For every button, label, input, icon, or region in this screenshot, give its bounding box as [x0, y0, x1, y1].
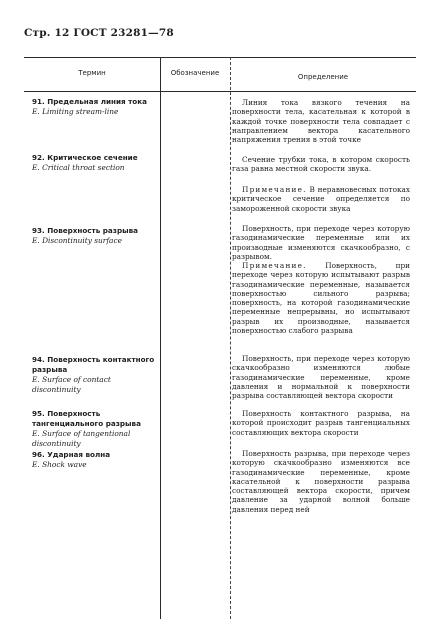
definition-92: Сечение трубки тока, в котором скорость газа равна местной скорости звука. [232, 155, 410, 174]
term-96 [32, 450, 157, 470]
term-en: E. Shock wave [32, 460, 87, 469]
term-en: E. Limiting stream-line [32, 107, 119, 116]
term-ru: 94. Поверхность контактного разрыва [32, 355, 155, 374]
note-text: В неравновесных потоках критическое сечение определяется по замороженной скорости звука [232, 185, 410, 213]
definition-91: Линия тока вязкого течения на поверхности тела, касательная к которой в каждой точке поверхности тела совпадает с направлением вектора касательного напряжения трения в этой точке [232, 98, 410, 145]
note-text: Поверхность, при переходе через которую испытывают разрыв газодинамические переменные, называется поверхностью сильного разрыва; поверхность, на которой газодинамические переменные непрерывны, но испытывают разрыв их производные, называется поверхностью слабого разрыва [232, 261, 410, 336]
definition-96: Поверхность разрыва, при переходе через которую скачкообразно изменяются все газодинамические переменные, кроме касательной к поверхности разрыва составляющей вектора скорости, причем давление за ударной волной больше давления перед ней [232, 449, 410, 514]
column-header-term: Термин [78, 69, 106, 77]
term-93 [32, 226, 157, 246]
definition-93-note [232, 261, 410, 335]
note-label: Примечание. [242, 185, 307, 194]
definition-92-note [232, 185, 410, 213]
term-95 [32, 409, 157, 449]
term-ru: 95. Поверхность тангенциального разрыва [32, 409, 141, 428]
column-header-designation: Обозначение [170, 69, 220, 77]
term-en: E. Surface of tangentional discontinuity [32, 429, 131, 448]
note-label: Примечание. [242, 261, 307, 270]
term-ru: 92. Критическое сечение [32, 153, 138, 162]
table-top-rule [24, 57, 416, 58]
column-divider-1 [160, 57, 161, 619]
definition-94: Поверхность, при переходе через которую скачкообразно изменяются любые газодинамические переменные, кроме давления и нормальной к поверхности разрыва составляющей вектора скорости [232, 354, 410, 401]
column-header-definition: Определение [297, 73, 349, 81]
term-en: E. Surface of contact discontinuity [32, 375, 111, 394]
definition-95: Поверхность контактного разрыва, на которой происходит разрыв тангенциальных составляющих вектора скорости [232, 409, 410, 437]
column-divider-2 [230, 57, 231, 619]
term-ru: 91. Предельная линия тока [32, 97, 147, 106]
definition-93: Поверхность, при переходе через которую газодинамические переменные или их производные изменяются скачкообразно, с разрывом. [232, 224, 410, 261]
term-91 [32, 97, 157, 117]
term-ru: 96. Ударная волна [32, 450, 111, 459]
term-ru: 93. Поверхность разрыва [32, 226, 138, 235]
term-92 [32, 153, 157, 173]
page-header: Стр. 12 ГОСТ 23281—78 [24, 27, 174, 39]
term-en: E. Discontinuity surface [32, 236, 122, 245]
table-header-rule [24, 91, 416, 92]
term-94 [32, 355, 157, 395]
term-en: E. Critical throat section [32, 163, 125, 172]
